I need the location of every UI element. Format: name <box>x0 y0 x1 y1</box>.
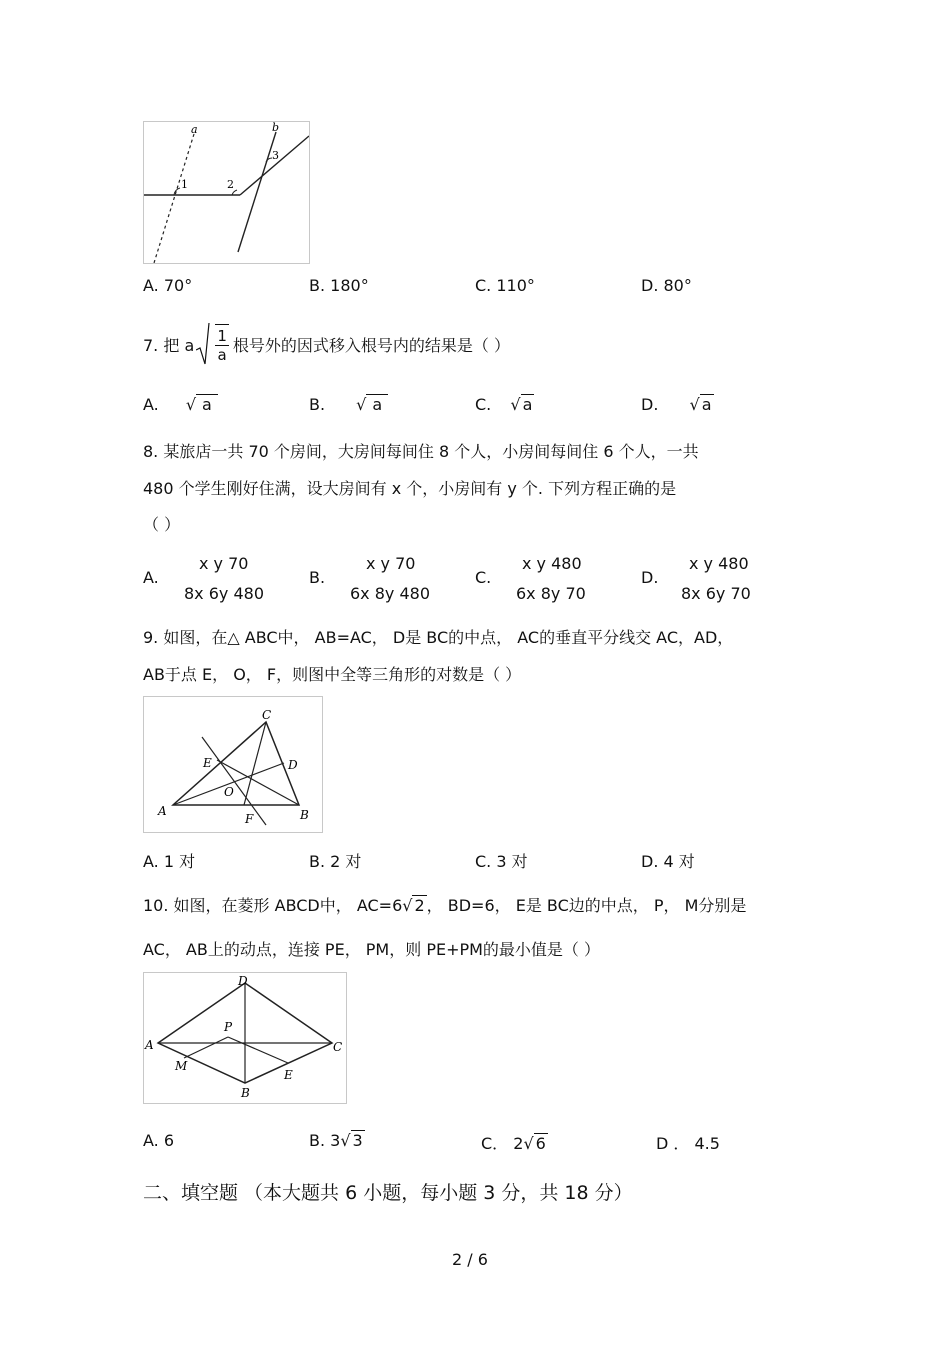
label-a: a <box>191 123 198 136</box>
section-2-title: 二、填空题 （本大题共 6 小题，每小题 3 分，共 18 分） <box>143 1182 633 1204</box>
label-3: 3 <box>272 149 279 162</box>
q10-c-label: C． 2 <box>481 1134 524 1153</box>
q8-option-d-bottom: 8x 6y 70 <box>681 584 751 603</box>
label-A: A <box>145 1038 154 1052</box>
label-1: 1 <box>181 178 188 191</box>
q7-c-radicand: a <box>522 395 533 414</box>
q7-option-d[interactable]: D. √ a <box>641 395 712 414</box>
q8-line-2: 480 个学生刚好住满，设大房间有 x 个，小房间有 y 个. 下列方程正确的是 <box>143 479 677 498</box>
q10-c-radicand: 6 <box>535 1134 546 1153</box>
q9-figure <box>143 696 323 833</box>
q7-stem <box>143 320 510 368</box>
q10-option-d[interactable]: D ． 4.5 <box>656 1134 720 1153</box>
q7-d-radicand: a <box>701 395 712 414</box>
label-C: C <box>262 708 272 722</box>
q7-a-radicand: a <box>196 394 218 414</box>
label-M: M <box>175 1059 188 1073</box>
q10-option-c[interactable]: C． 2√ 6 <box>481 1134 546 1153</box>
q7-prefix: 7. 把 a <box>143 335 195 355</box>
q8-option-a-label[interactable]: A. <box>143 568 159 587</box>
label-E: E <box>203 756 212 770</box>
q6-option-c[interactable]: C. 110° <box>475 276 535 295</box>
q10-option-a[interactable]: A. 6 <box>143 1131 175 1150</box>
q9-option-a[interactable]: A. 1 对 <box>143 852 196 871</box>
page-number: 2 / 6 <box>452 1250 488 1269</box>
q7-frac-num: 1 <box>217 327 227 345</box>
q8-option-c-bottom: 6x 8y 70 <box>516 584 586 603</box>
line-a <box>154 134 194 263</box>
label-C: C <box>333 1040 343 1054</box>
q8-option-a-top: x y 70 <box>199 554 249 573</box>
slanted-line <box>240 136 309 195</box>
label-B: B <box>241 1086 250 1100</box>
q10-line-1b: ， BD=6， E是 BC边的中点， P， M分别是 <box>426 896 747 915</box>
label-B: B <box>300 808 309 822</box>
segment-co <box>244 722 266 805</box>
q8-option-c-top: x y 480 <box>522 554 582 573</box>
q8-option-b-top: x y 70 <box>366 554 416 573</box>
segment-pm <box>184 1037 228 1058</box>
label-2: 2 <box>227 178 234 191</box>
label-O: O <box>224 785 234 799</box>
label-D: D <box>238 974 248 988</box>
q8-option-b-bottom: 6x 8y 480 <box>350 584 431 603</box>
q6-figure <box>143 121 310 264</box>
q6-option-d[interactable]: D. 80° <box>641 276 692 295</box>
label-P: P <box>224 1020 233 1034</box>
q9-option-c[interactable]: C. 3 对 <box>475 852 528 871</box>
q8-option-d-top: x y 480 <box>689 554 749 573</box>
q9-option-b[interactable]: B. 2 对 <box>309 852 362 871</box>
q7-radical <box>196 322 229 366</box>
segment-pe <box>228 1037 288 1063</box>
q8-option-a-bottom: 8x 6y 480 <box>184 584 265 603</box>
label-b: b <box>272 122 280 134</box>
q7-suffix: 根号外的因式移入根号内的结果是（ ） <box>232 335 510 355</box>
q9-line-2: AB于点 E， O， F，则图中全等三角形的对数是（ ） <box>143 665 522 684</box>
q7-frac-den: a <box>217 346 227 364</box>
q7-option-c[interactable]: C. √ a <box>475 395 533 414</box>
q8-line-1: 8. 某旅店一共 70 个房间，大房间每间住 8 个人，小房间每间住 6 个人，一共 <box>143 442 699 461</box>
q10-b-radicand: 3 <box>352 1131 363 1150</box>
q10-line-1: 10. 如图，在菱形 ABCD中， AC=6√ 2 ， BD=6， E是 BC边的中点， P， M分别是 <box>143 896 747 915</box>
triangle-abc <box>173 722 299 805</box>
q7-option-b[interactable]: B. √ a <box>309 395 388 414</box>
q8-option-c-label[interactable]: C. <box>475 568 492 587</box>
q8-option-b-label[interactable]: B. <box>309 568 326 587</box>
label-A: A <box>158 804 167 818</box>
q7-a-label: A. <box>143 395 159 414</box>
q10-b-label: B. 3 <box>309 1131 341 1150</box>
q7-b-radicand: a <box>366 394 388 414</box>
q9-line-1: 9. 如图，在△ ABC中， AB=AC， D是 BC的中点， AC的垂直平分线交 AC，AD， <box>143 628 734 647</box>
q10-line-2: AC， AB上的动点，连接 PE， PM，则 PE+PM的最小值是（ ） <box>143 940 601 959</box>
q7-d-label: D. <box>641 395 659 414</box>
q7-b-label: B. <box>309 395 326 414</box>
q10-line-1a: 10. 如图，在菱形 ABCD中， AC=6 <box>143 896 403 915</box>
q9-option-d[interactable]: D. 4 对 <box>641 852 695 871</box>
q7-c-label: C. <box>475 395 492 414</box>
q10-figure <box>143 972 347 1104</box>
q6-option-a[interactable]: A. 70° <box>143 276 193 295</box>
q7-option-a[interactable]: A. √ a <box>143 395 218 414</box>
q10-radicand: 2 <box>414 896 425 915</box>
q6-option-b[interactable]: B. 180° <box>309 276 369 295</box>
q7-fraction <box>215 324 229 364</box>
label-D: D <box>288 758 298 772</box>
q10-option-b[interactable]: B. 3√ 3 <box>309 1131 363 1150</box>
q8-option-d-label[interactable]: D. <box>641 568 659 587</box>
q8-line-3: （ ） <box>143 515 181 534</box>
label-F: F <box>245 812 254 826</box>
label-E: E <box>284 1068 293 1082</box>
radical-sign-icon <box>196 322 210 366</box>
